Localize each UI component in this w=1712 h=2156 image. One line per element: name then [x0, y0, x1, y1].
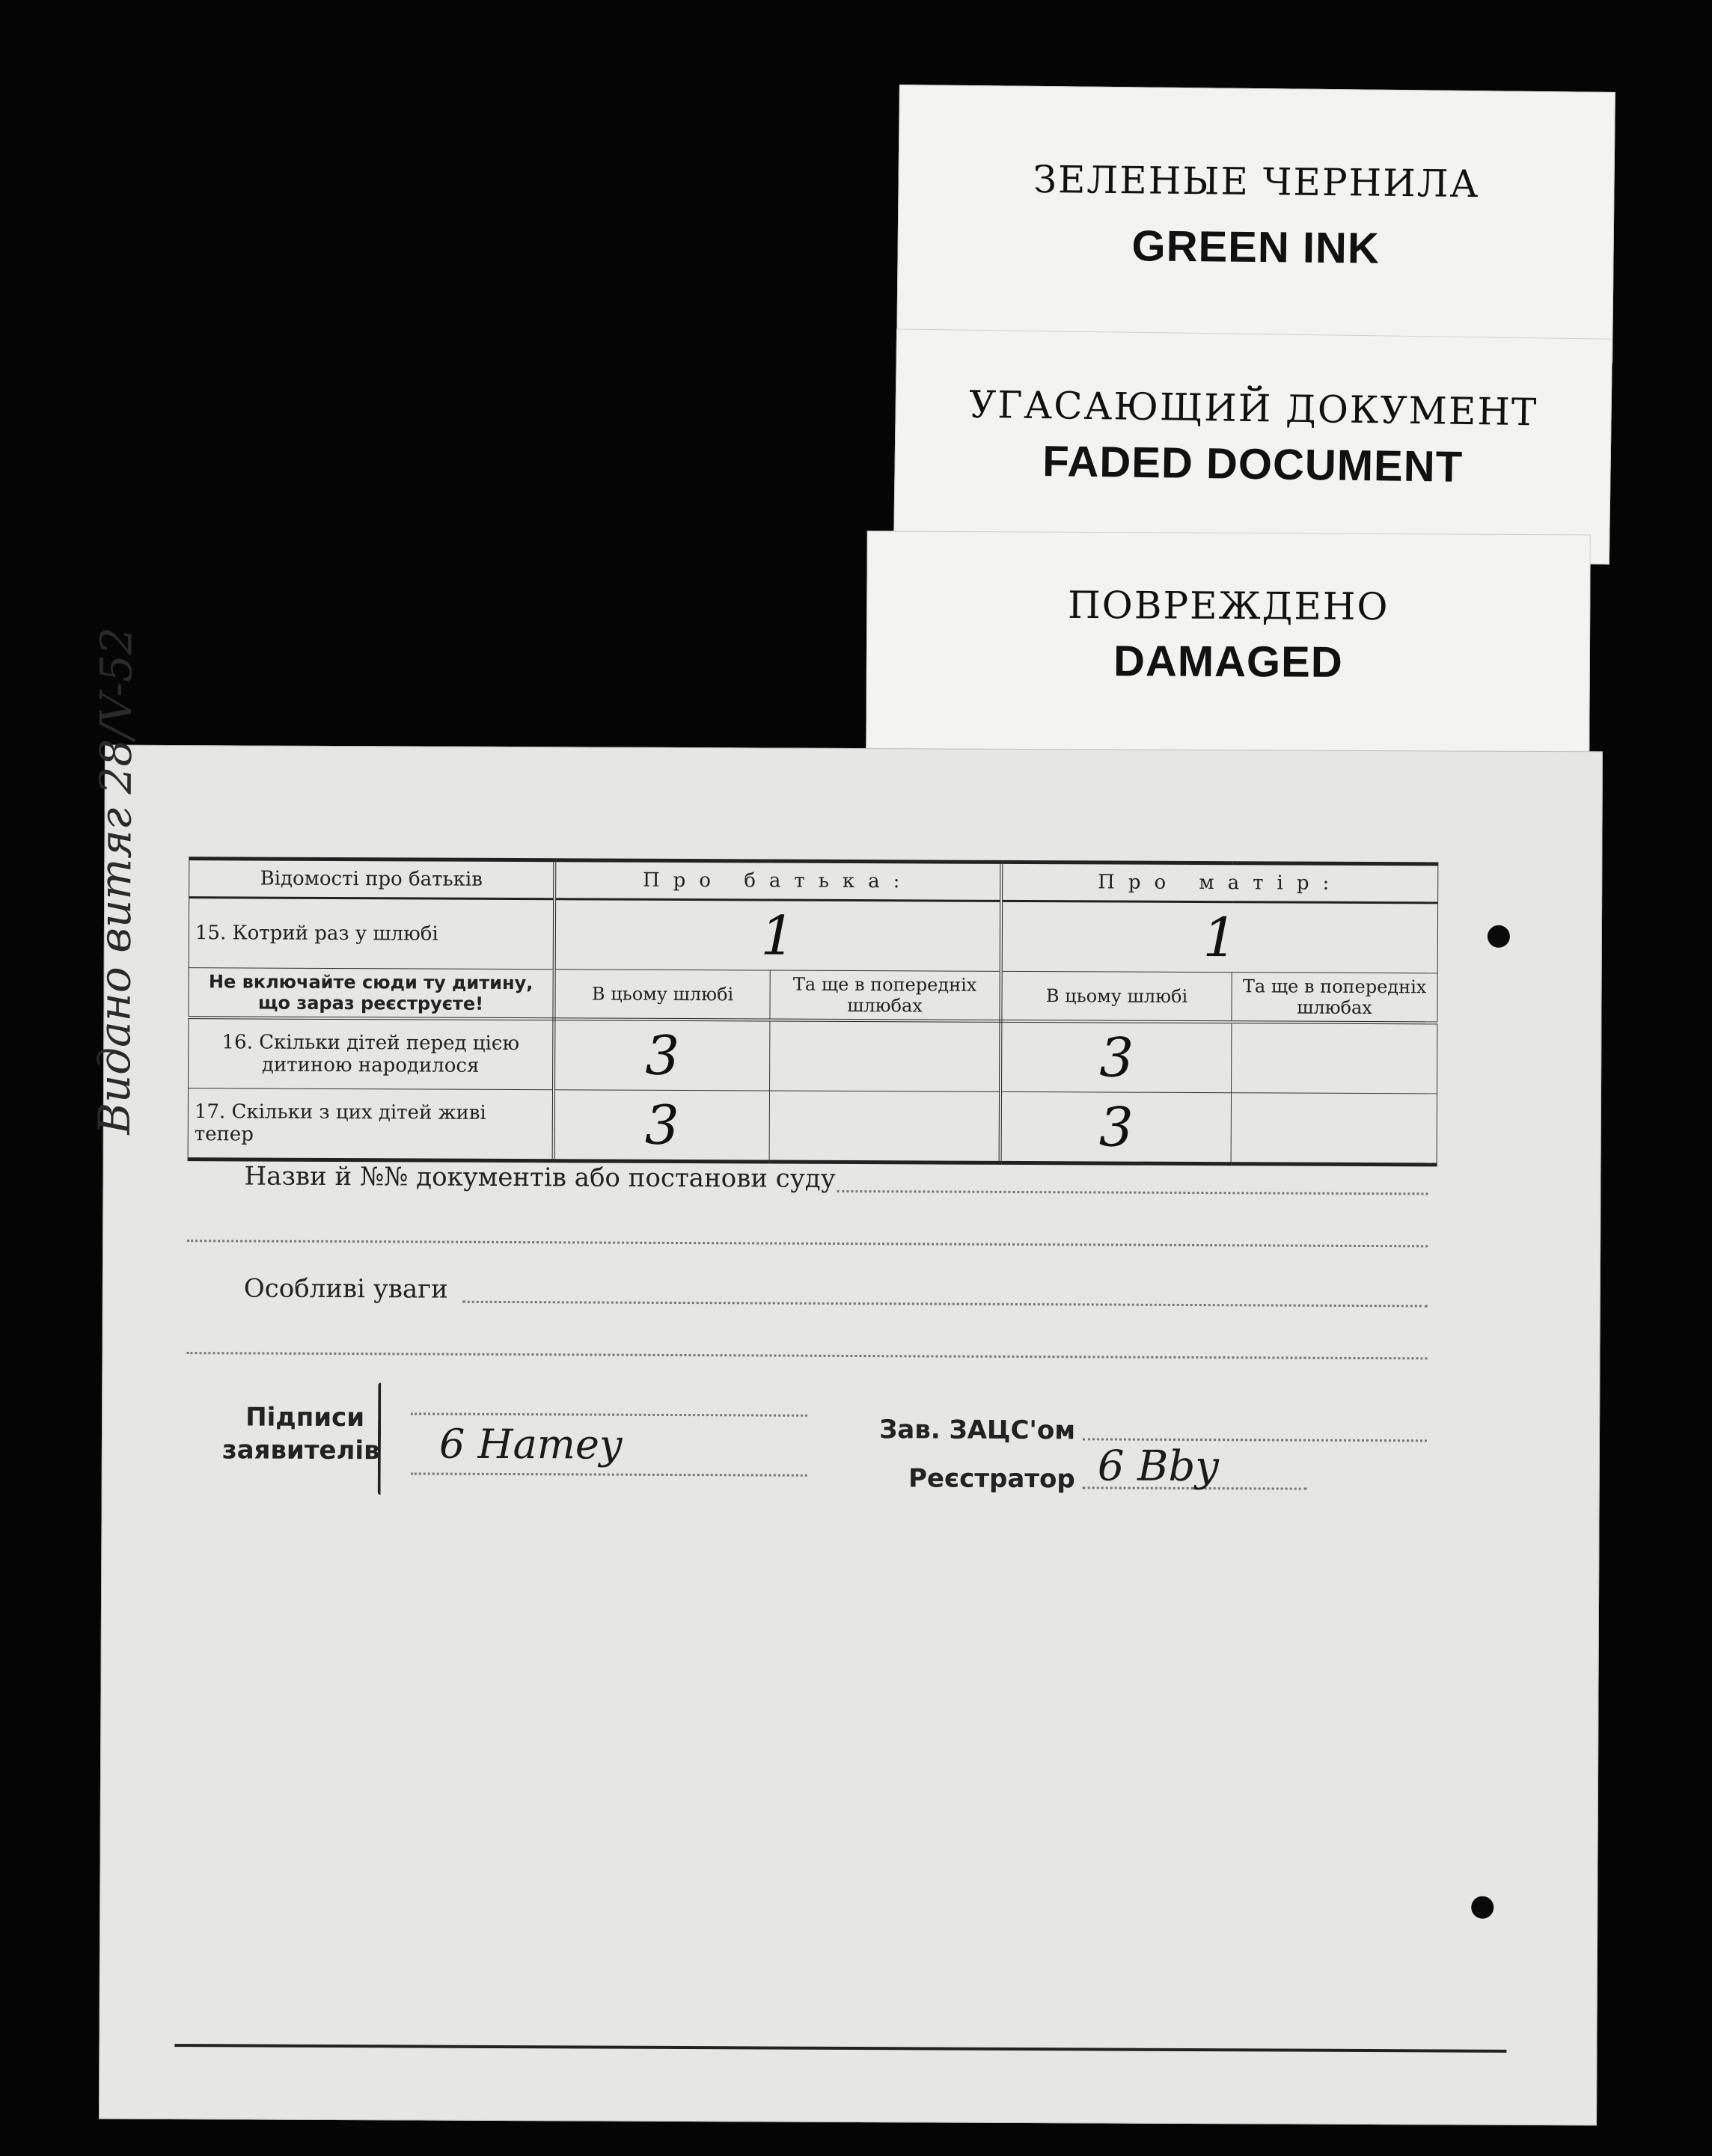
table-subheader-row	[189, 968, 1437, 1023]
row16-mother-this-value: 3	[1000, 1021, 1232, 1093]
punch-hole	[1471, 1896, 1494, 1919]
row16-label: 16. Скільки дітей перед цією дитиною народилося	[189, 1017, 554, 1090]
documents-dotted-line-2	[187, 1240, 1428, 1247]
applicant-signature-line-1	[411, 1412, 807, 1416]
punch-hole	[1488, 925, 1510, 948]
row17-father-this-value: 3	[554, 1090, 770, 1162]
row15-label: 15. Котрий раз у шлюбі	[189, 898, 554, 970]
row16-father-this-value: 3	[554, 1019, 770, 1091]
row17-label: 17. Скільки з цих дітей живі тепер	[188, 1088, 554, 1161]
faded-document-label-en: FADED DOCUMENT	[1042, 437, 1464, 491]
subheader-father-this: В цьому шлюбі	[554, 970, 770, 1020]
green-ink-label-en: GREEN INK	[1131, 221, 1381, 273]
registrar-signature: 6 Bby	[1097, 1442, 1220, 1492]
bottom-rule	[174, 2044, 1506, 2053]
row15-father-value: 1	[554, 899, 1001, 972]
documents-dotted-line	[837, 1190, 1428, 1195]
subheader-mother-previous: Та ще в попередніх шлюбах	[1232, 973, 1437, 1023]
signatures-label: Підписи заявителів	[221, 1402, 380, 1466]
faded-document-label-card	[893, 328, 1612, 564]
row16-father-previous-value	[770, 1020, 1001, 1092]
row17-mother-this-value: 3	[1000, 1091, 1232, 1163]
header-parents-info: Відомості про батьків	[189, 859, 555, 899]
registrar-label: Реєстратор	[908, 1463, 1075, 1495]
damaged-label-en: DAMAGED	[1113, 637, 1343, 687]
remarks-dotted-line-2	[186, 1352, 1427, 1359]
row16-mother-previous-value	[1232, 1022, 1437, 1094]
applicant-signature: 6 Hamey	[438, 1420, 623, 1469]
table-header-row	[189, 859, 1438, 903]
subheader-note: Не включайте сюди ту дитину, що зараз реєструєте!	[189, 968, 554, 1020]
table-row-15	[189, 898, 1437, 973]
row15-mother-value: 1	[1001, 901, 1438, 973]
green-ink-label-ru: ЗЕЛЕНЫЕ ЧЕРНИЛА	[1033, 157, 1480, 206]
row17-father-previous-value	[769, 1091, 1000, 1163]
applicant-signature-line-2	[411, 1472, 807, 1476]
header-mother: Про матір:	[1001, 862, 1438, 903]
remarks-dotted-line	[462, 1301, 1428, 1308]
remarks-label: Особливі уваги	[243, 1273, 448, 1305]
documents-label: Назви й №№ документів або постанови суду	[244, 1161, 836, 1194]
subheader-father-previous: Та ще в попередніх шлюбах	[770, 970, 1001, 1021]
margin-note: Видано витяг 28/V-52	[88, 627, 142, 1135]
subheader-mother-this: В цьому шлюбі	[1000, 971, 1232, 1022]
row17-mother-previous-value	[1231, 1093, 1437, 1165]
green-ink-label-card	[896, 85, 1615, 363]
table-row-17	[188, 1088, 1437, 1165]
table-row-16	[189, 1017, 1437, 1094]
head-label: Зав. ЗАЦС'ом	[879, 1415, 1076, 1446]
damaged-label-card	[866, 530, 1591, 760]
signatures-brace	[378, 1382, 382, 1495]
damaged-label-ru: ПОВРЕЖДЕНО	[1067, 583, 1390, 629]
faded-document-label-ru: УГАСАЮЩИЙ ДОКУМЕНТ	[968, 382, 1538, 435]
parents-info-table	[188, 857, 1439, 1166]
head-signature-line	[1083, 1438, 1427, 1442]
header-father: Про батька:	[554, 860, 1001, 901]
